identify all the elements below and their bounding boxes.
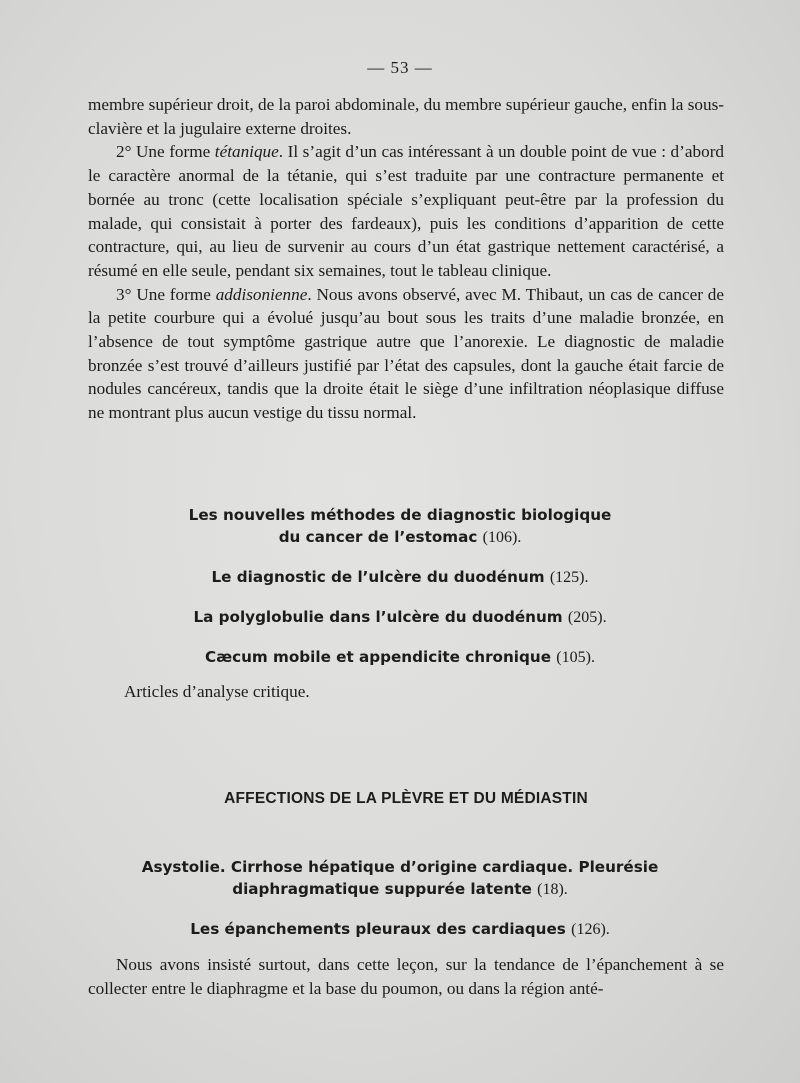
title-line-text: du cancer de l’estomac bbox=[278, 528, 478, 546]
publication-titles-stomach bbox=[0, 504, 800, 669]
publication-titles-pleura bbox=[0, 856, 800, 941]
reference-number: (126). bbox=[571, 921, 610, 938]
body-text-top bbox=[88, 93, 724, 425]
reference-number: (106). bbox=[482, 529, 522, 546]
title-line bbox=[0, 878, 800, 901]
reference-number: (18). bbox=[537, 881, 568, 898]
title-line-text: Les épanchements pleuraux des cardiaques bbox=[190, 920, 566, 938]
publication-title bbox=[0, 918, 800, 941]
title-line bbox=[0, 566, 800, 589]
title-line bbox=[0, 526, 800, 549]
title-line: Les nouvelles méthodes de diagnostic biologique bbox=[188, 506, 612, 524]
articles-note: Articles d’analyse critique. bbox=[124, 682, 310, 701]
paragraph-forme-addisonienne bbox=[88, 283, 724, 425]
publication-title bbox=[0, 856, 800, 901]
paragraph-prefix: 2° Une forme bbox=[116, 142, 215, 162]
title-line bbox=[0, 646, 800, 669]
reference-number: (105). bbox=[556, 649, 595, 666]
title-line-text: Cæcum mobile et appendicite chronique bbox=[205, 648, 551, 666]
title-line-text: La polyglobulie dans l’ulcère du duodénum bbox=[193, 608, 563, 626]
title-line-text: diaphragmatique suppurée latente bbox=[232, 880, 532, 898]
title-line: Asystolie. Cirrhose hépatique d’origine cardiaque. Pleurésie bbox=[141, 858, 659, 876]
title-line-text: Le diagnostic de l’ulcère du duodénum bbox=[211, 568, 545, 586]
publication-title bbox=[0, 566, 800, 589]
reference-number: (205). bbox=[567, 609, 607, 626]
section-heading: AFFECTIONS DE LA PLÈVRE ET DU MÉDIASTIN bbox=[224, 790, 588, 807]
publication-title bbox=[0, 646, 800, 669]
term-tetanique: tétanique bbox=[214, 142, 279, 162]
page-number: — 53 — bbox=[367, 58, 433, 77]
paragraph-forme-tetanique bbox=[88, 140, 724, 282]
paragraph-prefix: 3° Une forme bbox=[116, 284, 216, 304]
publication-title bbox=[0, 606, 800, 629]
term-addisonienne: addisonienne bbox=[215, 284, 308, 304]
intro-paragraph: membre supérieur droit, de la paroi abdominale, du membre supérieur gauche, enfin la sous-clavière et la jugulaire externe droites. bbox=[88, 95, 724, 138]
closing-paragraph: Nous avons insisté surtout, dans cette leçon, sur la tendance de l’épanchement à se collecter entre le diaphragme et la base du poumon, ou dans la région anté- bbox=[88, 955, 724, 998]
paragraph-text: . Nous avons observé, avec M. Thibaut, un cas de cancer de la petite courbure qui a évolué jusqu’au bout sous les traits d’une maladie bronzée, en l’absence de tout symptôme gastrique autre que l’anorexie. Le diagnostic de maladie bronzée s’est trouvé d’ailleurs justifié par l’état des capsules, dont la gauche était farcie de nodules cancéreux, tandis que la droite était le siège d’une infiltration néoplasique diffuse ne montrant plus aucun vestige du tissu normal. bbox=[88, 284, 724, 423]
reference-number: (125). bbox=[549, 569, 589, 586]
title-line bbox=[0, 918, 800, 941]
paragraph-text: . Il s’agit d’un cas intéressant à un double point de vue : d’abord le caractère anormal de la tétanie, qui s’est traduite par une contracture permanente et bornée au tronc (cette localisation spéciale s’expliquant peut-être par la profession du malade, qui consistait à porter des fardeaux), puis les conditions d’apparition de cette contracture, qui, au lieu de survenir au cours d’un état gastrique nettement caractérisé, a résumé en elle seule, pendant six semaines, tout le tableau clinique. bbox=[88, 142, 725, 280]
body-text-bottom bbox=[88, 953, 724, 1000]
title-line bbox=[0, 606, 800, 629]
publication-title bbox=[0, 504, 800, 549]
